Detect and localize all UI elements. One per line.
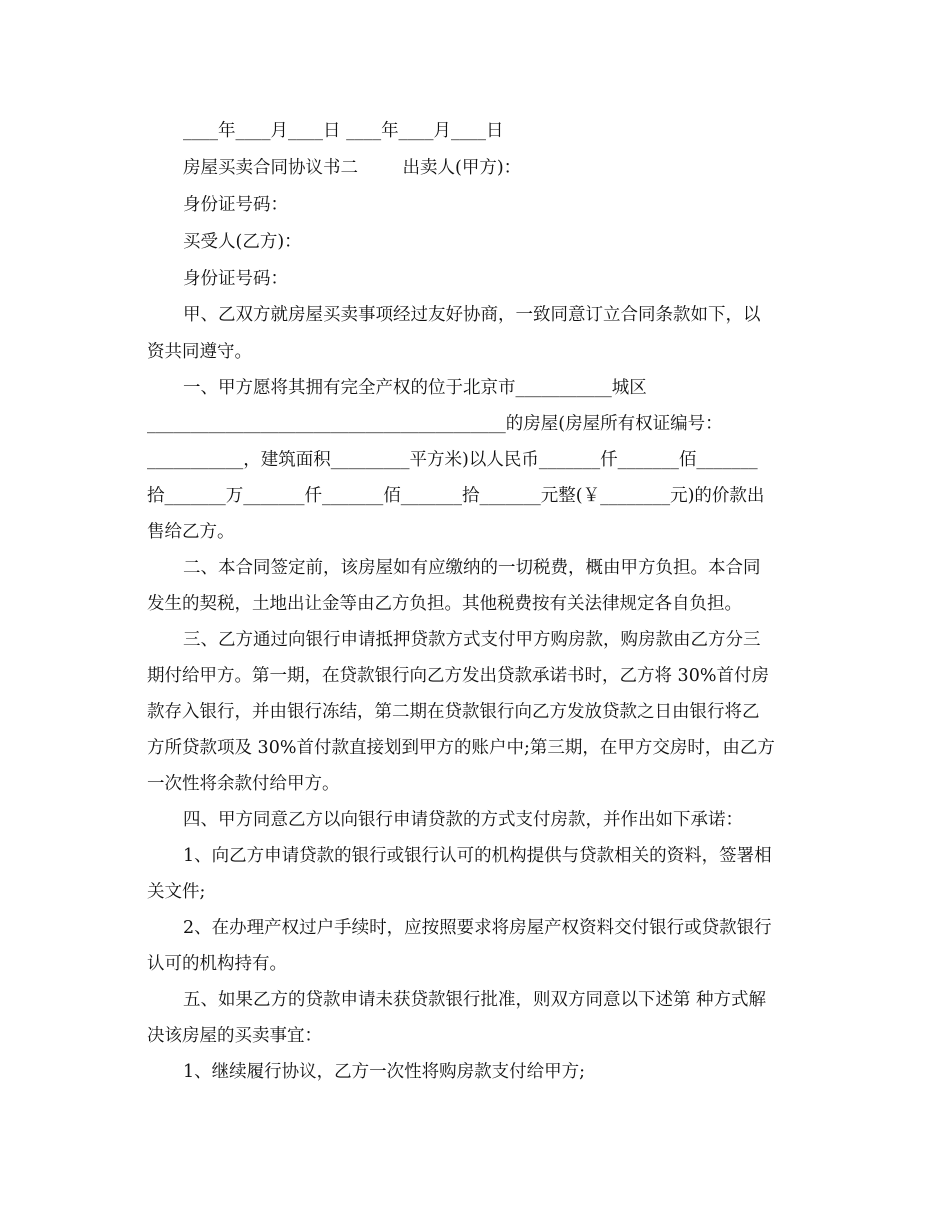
clause-1-line-2: _________________________________________的房屋(房屋所有权证编号： xyxy=(147,414,723,434)
buyer-id-line: 身份证号码： xyxy=(183,269,288,289)
buyer-line: 买受人(乙方)： xyxy=(183,232,302,252)
preamble-line-1: 甲、乙双方就房屋买卖事项经过友好协商，一致同意订立合同条款如下，以 xyxy=(183,305,761,325)
date-line: ____年____月____日 ____年____月____日 xyxy=(183,121,504,141)
clause-2-line-2: 发生的契税，土地出让金等由乙方负担。其他税费按有关法律规定各自负担。 xyxy=(147,594,742,614)
clause-3-line-4: 方所贷款项及 30%首付款直接划到甲方的账户中;第三期，在甲方交房时，由乙方 xyxy=(147,738,775,758)
clause-1-line-1: 一、甲方愿将其拥有完全产权的位于北京市___________城区 xyxy=(183,378,647,398)
clause-5-line-1: 五、如果乙方的贷款申请未获贷款银行批准，则双方同意以下述第 种方式解 xyxy=(183,990,767,1010)
clause-4-item-1-line-2: 关文件; xyxy=(147,882,206,902)
clause-3-line-2: 期付给甲方。第一期，在贷款银行向乙方发出贷款承诺书时，乙方将 30%首付房 xyxy=(147,666,769,686)
contract-title-line: 房屋买卖合同协议书二 出卖人(甲方)： xyxy=(183,158,522,178)
clause-1-line-4: 拾_______万_______仟_______佰_______拾_______元整(￥________元)的价款出 xyxy=(147,486,765,506)
clause-3-line-3: 款存入银行，并由银行冻结，第二期在贷款银行向乙方发放贷款之日由银行将乙 xyxy=(147,702,760,722)
clause-4-item-1-line-1: 1、向乙方申请贷款的银行或银行认可的机构提供与贷款相关的资料，签署相 xyxy=(183,846,772,866)
clause-1-line-5: 售给乙方。 xyxy=(147,522,235,542)
clause-5-line-2: 决该房屋的买卖事宜： xyxy=(147,1026,322,1046)
clause-4-item-2-line-2: 认可的机构持有。 xyxy=(147,954,287,974)
clause-2-line-1: 二、本合同签定前，该房屋如有应缴纳的一切税费，概由甲方负担。本合同 xyxy=(183,558,761,578)
clause-4-item-2-line-1: 2、在办理产权过户手续时，应按照要求将房屋产权资料交付银行或贷款银行 xyxy=(183,918,772,938)
clause-5-item-1-line: 1、继续履行协议，乙方一次性将购房款支付给甲方; xyxy=(183,1062,586,1082)
clause-3-line-5: 一次性将余款付给甲方。 xyxy=(147,774,340,794)
clause-3-line-1: 三、乙方通过向银行申请抵押贷款方式支付甲方购房款，购房款由乙方分三 xyxy=(183,630,761,650)
clause-4-line-1: 四、甲方同意乙方以向银行申请贷款的方式支付房款，并作出如下承诺： xyxy=(183,810,743,830)
preamble-line-2: 资共同遵守。 xyxy=(147,342,252,362)
seller-id-line: 身份证号码： xyxy=(183,195,288,215)
clause-1-line-3: ___________，建筑面积_________平方米)以人民币_______仟_______佰_______ xyxy=(147,450,758,470)
